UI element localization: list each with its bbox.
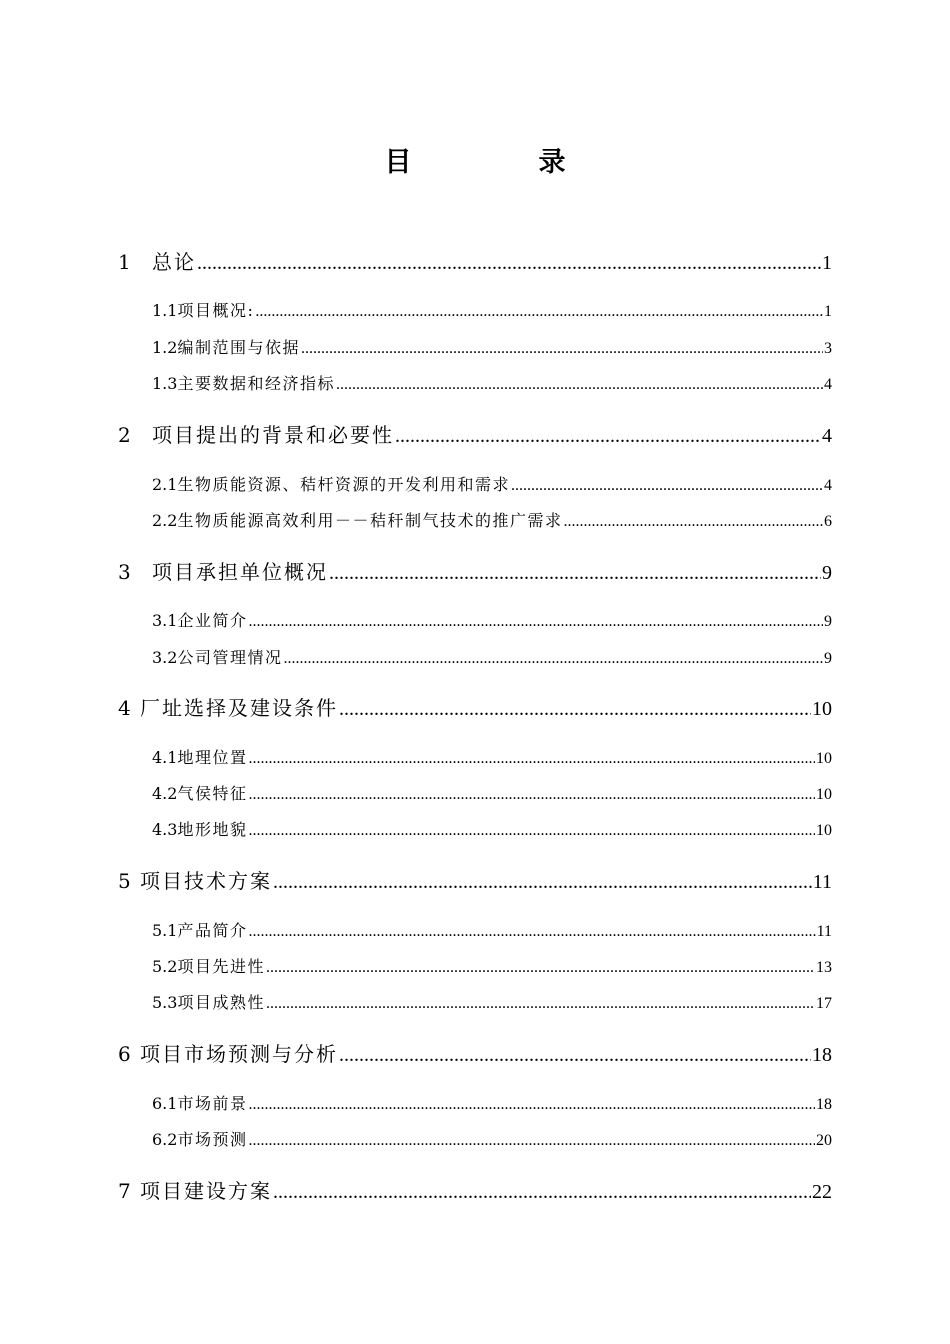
toc-entry-number: 5.3: [152, 993, 178, 1012]
toc-entry-number: 3.1: [152, 611, 178, 630]
toc-entry-number: 1.1: [152, 301, 178, 320]
toc-entry-4-3[interactable]: [152, 817, 832, 840]
toc-entry-5-2[interactable]: [152, 954, 832, 977]
toc-entry-number: 6.1: [152, 1094, 178, 1113]
toc-entry-page: 6: [824, 513, 832, 530]
toc-entry-number: 2.1: [152, 475, 178, 494]
toc-entry-page: 17: [816, 995, 832, 1012]
toc-entry-page: 13: [816, 959, 832, 976]
toc-entry-6[interactable]: [118, 1038, 832, 1067]
toc-title: 目 录: [384, 147, 616, 178]
toc-entry-number: 3.2: [152, 648, 178, 667]
toc-entry-page: 1: [824, 303, 832, 320]
toc-entry-title: 企业简介: [177, 611, 248, 630]
toc-entry-title: 产品简介: [177, 921, 248, 940]
toc-entry-title: 市场前景: [177, 1094, 248, 1113]
toc-entry-title: 公司管理情况: [177, 648, 283, 667]
toc-entry-number: 5.1: [152, 921, 178, 940]
toc-dot-leader: [248, 923, 815, 941]
toc-entry-7[interactable]: [118, 1175, 832, 1204]
toc-entry-page: 10: [812, 698, 832, 720]
toc-entry-page: 11: [812, 871, 832, 893]
toc-entry-page: 9: [824, 650, 832, 667]
toc-entry-4-1[interactable]: [152, 745, 832, 768]
toc-entry-3[interactable]: [118, 556, 832, 585]
toc-entry-page: 18: [812, 1044, 832, 1066]
toc-entry-3-2[interactable]: [152, 645, 832, 668]
toc-entry-3-1[interactable]: [152, 608, 832, 631]
toc-dot-leader: [511, 477, 823, 495]
toc-dot-leader: [339, 1044, 811, 1067]
toc-dot-leader: [336, 376, 823, 394]
toc-entry-title: 地形地貌: [177, 820, 248, 839]
toc-dot-leader: [248, 1096, 815, 1114]
toc-entry-page: 11: [816, 923, 832, 940]
toc-entry-title: 项目先进性: [177, 957, 265, 976]
toc-dot-leader: [248, 786, 815, 804]
toc-entry-number: 6: [118, 1042, 131, 1066]
toc-entry-title: 项目技术方案: [140, 869, 272, 893]
toc-entry-title: 项目提出的背景和必要性: [152, 423, 394, 447]
toc-entry-number: 2: [118, 423, 131, 447]
toc-entry-title: 项目成熟性: [177, 993, 265, 1012]
toc-entry-2[interactable]: [118, 419, 832, 448]
toc-entry-title: 项目建设方案: [140, 1179, 272, 1203]
toc-entry-number: 4.3: [152, 820, 178, 839]
toc-entry-number: 5.2: [152, 957, 178, 976]
toc-entry-2-1[interactable]: [152, 472, 832, 495]
toc-dot-leader: [266, 959, 815, 977]
toc-dot-leader: [339, 698, 811, 721]
toc-entry-page: 18: [816, 1096, 832, 1113]
toc-entry-page: 4: [824, 376, 832, 393]
toc-entry-page: 10: [816, 822, 832, 839]
toc-dot-leader: [273, 871, 812, 894]
toc-entry-number: 3: [118, 560, 131, 584]
toc-entry-5-1[interactable]: [152, 918, 832, 941]
toc-dot-leader: [395, 425, 821, 448]
toc-entry-page: 3: [824, 340, 832, 357]
toc-dot-leader: [563, 513, 823, 531]
toc-entry-title: 总论: [152, 250, 196, 274]
toc-entry-page: 4: [824, 477, 832, 494]
toc-dot-leader: [273, 1181, 811, 1204]
toc-entry-4-2[interactable]: [152, 781, 832, 804]
toc-entry-title: 项目承担单位概况: [152, 560, 328, 584]
toc-dot-leader: [248, 1132, 815, 1150]
toc-entry-number: 1.3: [152, 374, 178, 393]
toc-dot-leader: [255, 303, 823, 321]
toc-entry-6-2[interactable]: [152, 1127, 832, 1150]
toc-dot-leader: [329, 562, 821, 585]
toc-entry-page: 10: [816, 786, 832, 803]
toc-entry-page: 9: [824, 613, 832, 630]
toc-dot-leader: [248, 822, 815, 840]
toc-dot-leader: [266, 995, 815, 1013]
toc-entry-page: 22: [812, 1181, 832, 1203]
toc-entry-number: 1.2: [152, 338, 178, 357]
toc-entry-6-1[interactable]: [152, 1091, 832, 1114]
toc-entry-page: 4: [822, 425, 832, 447]
toc-entry-number: 4.1: [152, 748, 178, 767]
toc-entry-1-3[interactable]: [152, 371, 832, 394]
toc-entry-page: 1: [822, 252, 832, 274]
toc-entry-title: 项目市场预测与分析: [140, 1042, 338, 1066]
toc-entry-1[interactable]: [118, 246, 832, 275]
toc-entry-page: 9: [822, 562, 832, 584]
toc-entry-title: 主要数据和经济指标: [177, 374, 335, 393]
toc-entry-page: 10: [816, 750, 832, 767]
toc-entry-title: 厂址选择及建设条件: [140, 696, 338, 720]
toc-entry-title: 生物质能源高效利用－－秸秆制气技术的推广需求: [177, 511, 563, 530]
toc-entry-title: 生物质能资源、秸杆资源的开发利用和需求: [177, 475, 510, 494]
toc-entry-5-3[interactable]: [152, 990, 832, 1013]
toc-entry-1-2[interactable]: [152, 335, 832, 358]
toc-dot-leader: [301, 340, 823, 358]
toc-entry-2-2[interactable]: [152, 508, 832, 531]
toc-entry-number: 1: [118, 250, 131, 274]
toc-entry-title: 地理位置: [177, 748, 248, 767]
toc-entry-title: 气侯特征: [177, 784, 248, 803]
toc-entry-number: 4.2: [152, 784, 178, 803]
toc-entry-5[interactable]: [118, 865, 832, 894]
toc-entry-title: 项目概况:: [177, 301, 255, 320]
toc-entry-title: 编制范围与依据: [177, 338, 300, 357]
toc-entry-4[interactable]: [118, 692, 832, 721]
toc-dot-leader: [248, 613, 823, 631]
toc-entry-title: 市场预测: [177, 1130, 248, 1149]
toc-dot-leader: [197, 252, 821, 275]
toc-entry-number: 6.2: [152, 1130, 178, 1149]
toc-dot-leader: [248, 750, 815, 768]
toc-entry-page: 20: [816, 1132, 832, 1149]
toc-dot-leader: [283, 650, 823, 668]
toc-entry-number: 5: [118, 869, 131, 893]
toc-entry-1-1[interactable]: [152, 298, 832, 321]
toc-entry-number: 2.2: [152, 511, 178, 530]
toc-entry-number: 4: [118, 696, 131, 720]
toc-entry-number: 7: [118, 1179, 131, 1203]
